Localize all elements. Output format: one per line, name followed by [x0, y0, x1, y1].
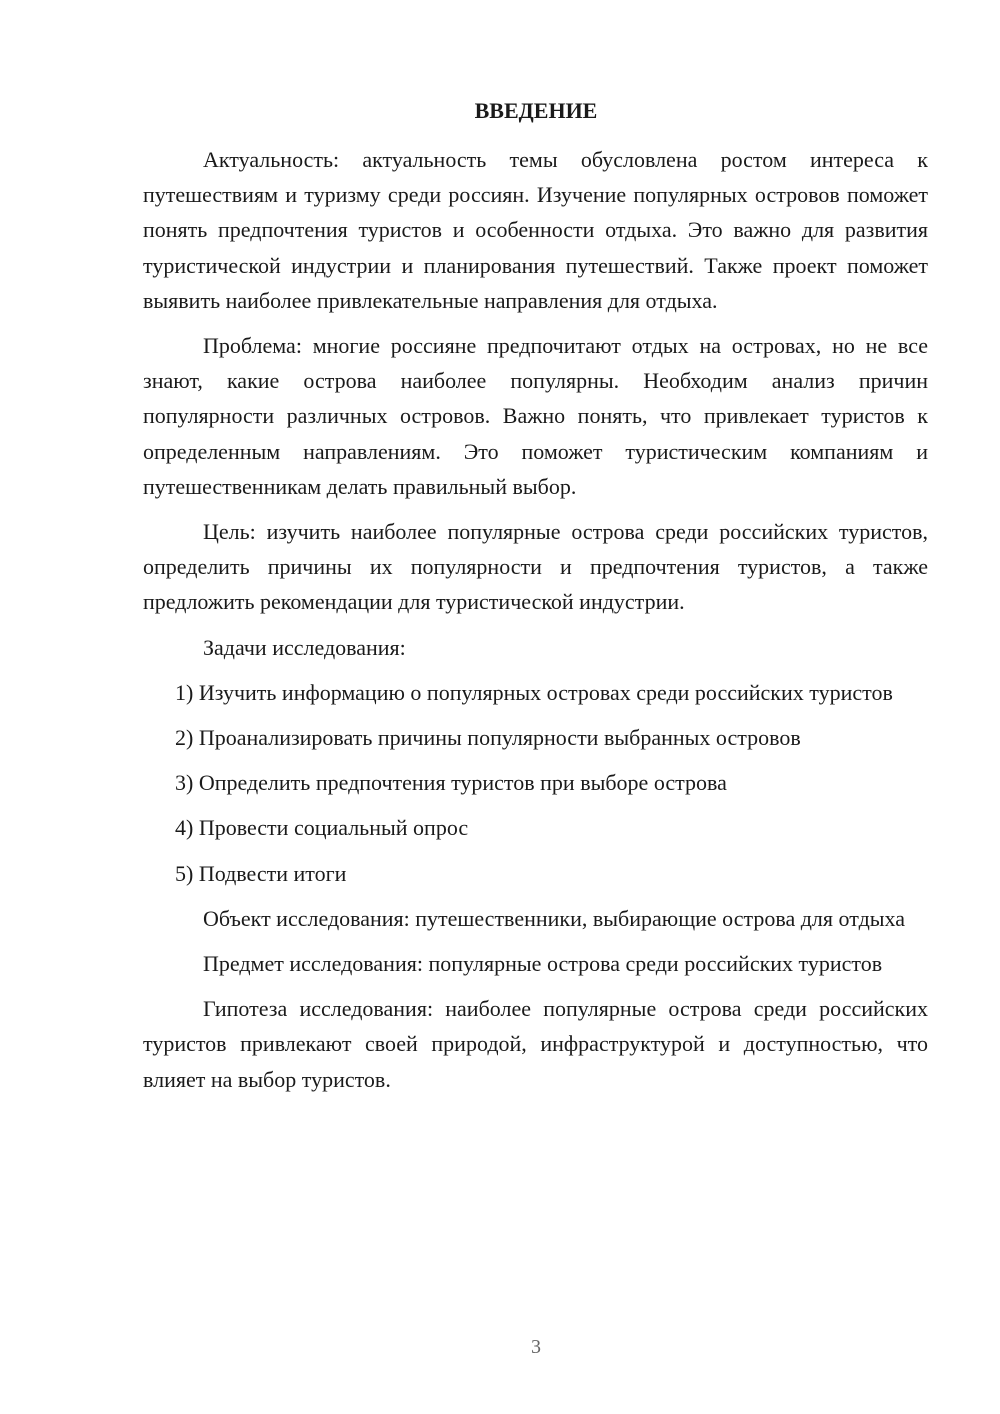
page-number: 3 [531, 1336, 541, 1358]
paragraph-subject: Предмет исследования: популярные острова среди российских туристов [203, 951, 883, 977]
document-body [143, 142, 928, 1107]
task-item: 2) Проанализировать причины популярности выбранных островов [175, 725, 801, 751]
task-item: 3) Определить предпочтения туристов при выборе острова [175, 770, 727, 796]
tasks-heading: Задачи исследования: [203, 634, 406, 660]
page-title: ВВЕДЕНИЕ [474, 98, 598, 123]
task-item: 1) Изучить информацию о популярных островах среди российских туристов [175, 679, 893, 705]
paragraph-problem: Проблема: многие россияне предпочитают отдых на островах, но не все знают, какие острова наиболее популярны. Необходим анализ причин популярности различных островов. Важно понять, что привлекает туристов к определенным направлениям. Это поможет туристическим компаниям и путешественникам делать правильный выбор. [143, 333, 928, 499]
task-item: 4) Провести социальный опрос [175, 815, 469, 841]
paragraph-object: Объект исследования: путешественники, выбирающие острова для отдыха [203, 905, 906, 931]
task-item: 5) Подвести итоги [175, 860, 347, 886]
paragraph-hypothesis: Гипотеза исследования: наиболее популярные острова среди российских туристов привлекают своей природой, инфраструктурой и доступностью, что влияет на выбор туристов. [143, 996, 928, 1092]
paragraph-goal: Цель: изучить наиболее популярные острова среди российских туристов, определить причины их популярности и предпочтения туристов, а также предложить рекомендации для туристической индустрии. [143, 519, 928, 615]
paragraph-relevance: Актуальность: актуальность темы обусловлена ростом интереса к путешествиям и туризму среди россиян. Изучение популярных островов поможет понять предпочтения туристов и особенности отдыха. Это важно для развития туристической индустрии и планирования путешествий. Также проект поможет выявить наиболее привлекательные направления для отдыха. [143, 147, 928, 313]
